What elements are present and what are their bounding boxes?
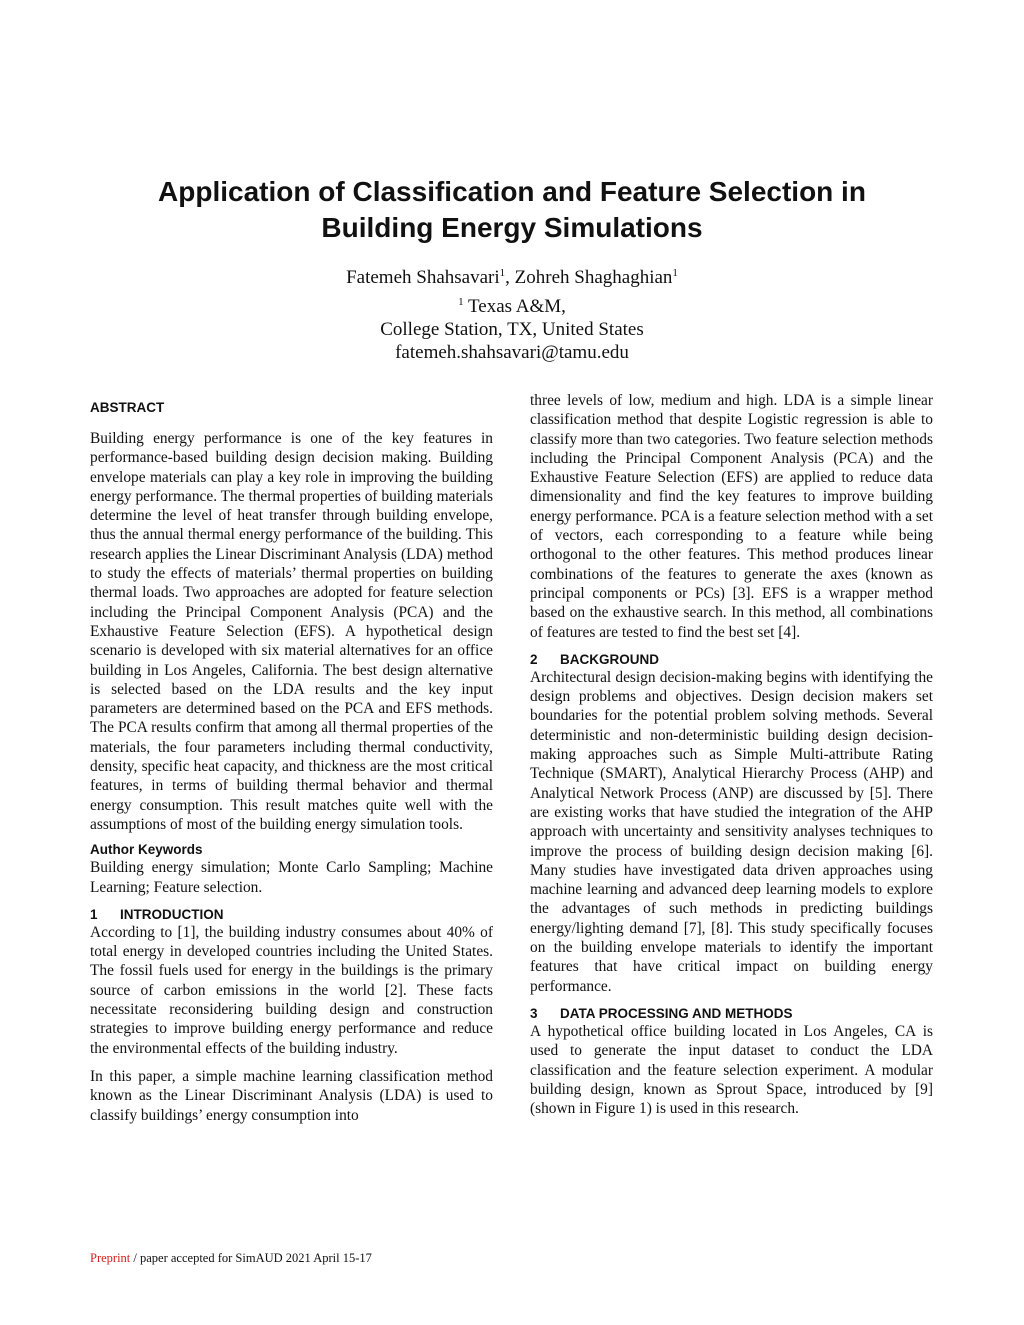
abstract-heading: ABSTRACT — [90, 400, 165, 415]
introduction-title: INTRODUCTION — [120, 906, 224, 922]
data-processing-title: DATA PROCESSING AND METHODS — [560, 1005, 793, 1021]
affiliation-superscript: 1 — [458, 296, 464, 308]
introduction-number: 1 — [90, 906, 98, 922]
data-processing-paragraph: A hypothetical office building located in Los Angeles, CA is used to generate the input dataset to conduct the LDA classification and the feature selection experiment. A modular building design, known as Sprout Space, introduced by [9] (shown in Figure 1) is used in this research. — [530, 1022, 933, 1118]
data-processing-heading — [530, 1005, 933, 1022]
author-2-superscript: 1 — [672, 267, 678, 279]
author-2: Zohreh Shaghaghian — [514, 267, 673, 288]
author-separator: , — [505, 267, 515, 288]
author-block — [0, 266, 1024, 364]
background-title: BACKGROUND — [560, 651, 659, 667]
author-1: Fatemeh Shahsavari — [346, 267, 500, 288]
keywords-text: Building energy simulation; Monte Carlo Sampling; Machine Learning; Feature selection. — [90, 859, 493, 896]
paper-title — [0, 174, 1024, 246]
left-column — [90, 392, 493, 1125]
author-email: fatemeh.shahsavari@tamu.edu — [395, 342, 629, 363]
background-heading — [530, 651, 933, 668]
author-1-superscript: 1 — [499, 267, 506, 279]
author-names — [0, 266, 1024, 289]
affiliation-name — [0, 295, 1024, 318]
introduction-paragraph-1: According to [1], the building industry consumes about 40% of total energy in developed countries including the United States. The fossil fuels used for energy in the buildings is the primary source of carbon emissions in the world [2]. These facts necessitate reconsidering building design and construction strategies to improve building energy performance and reduce the environmental effects of the building industry. — [90, 923, 493, 1057]
preprint-label: Preprint — [90, 1251, 131, 1265]
keywords-heading: Author Keywords — [90, 842, 203, 858]
affiliation-institution: Texas A&M, — [463, 296, 566, 317]
background-paragraph: Architectural design decision-making begins with identifying the design problems and objectives. Design decision makers set boundaries for the potential problem solving methods. Several deterministic and non-deterministic building design decision- making approaches such as Simple Multi-attribute Rating Technique (SMART), Analytical Hierarchy Process (AHP) and Analytical Network Process (ANP) are discussed by [5]. There are existing works that have studied the integration of the AHP approach with uncertainty and sensitivity analyses techniques to improve the process of building design decision making [6]. Many studies have investigated data driven approaches using machine learning and advanced deep learning models to explore the advantages of such methods in predicting buildings energy/lighting demand [7], [8]. This study specifically focuses on the building envelope materials to identify the important features that have critical impact on building energy performance. — [530, 668, 933, 995]
data-processing-number: 3 — [530, 1005, 538, 1021]
introduction-paragraph-2-continued: three levels of low, medium and high. LDA is a simple linear classification method that despite Logistic regression is able to classify more than two categories. Two feature selection methods including the Principal Component Analysis (PCA) and the Exhaustive Feature Selection (EFS) are applied to reduce data dimensionality and find the key features to improve building energy performance. PCA is a feature selection method with a set of vectors, each corresponding to a feature while being orthogonal to the other features. This method produces linear combinations of the features to generate the axes (known as principal components or PCs) [3]. EFS is a wrapper method based on the exhaustive search. In this method, all combinations of features are tested to find the best set [4]. — [530, 392, 933, 641]
right-column — [530, 391, 933, 1118]
introduction-heading — [90, 906, 493, 923]
background-number: 2 — [530, 651, 538, 667]
affiliation-city: College Station, TX, United States — [380, 319, 644, 340]
introduction-paragraph-2: In this paper, a simple machine learning classification method known as the Linear Discriminant Analysis (LDA) is used to classify buildings’ energy consumption into — [90, 1067, 493, 1124]
abstract-text: Building energy performance is one of the key features in performance-based building design decision making. Building envelope materials can play a key role in improving the building energy performance. The thermal properties of building materials determine the level of heat transfer through building envelope, thus the annual thermal energy performance of the building. This research applies the Linear Discriminant Analysis (LDA) method to study the effects of materials’ thermal properties on building thermal loads. Two approaches are adopted for feature selection including the Principal Component Analysis (PCA) and the Exhaustive Feature Selection (EFS). A hypothetical design scenario is developed with six material alternatives for an office building in Los Angeles, California. The best design alternative is selected based on the LDA results and the key input parameters are determined based on the PCA and EFS methods. The PCA results confirm that among all thermal properties of the materials, the four parameters including thermal conductivity, density, specific heat capacity, and thickness are the most critical features, in terms of building thermal behavior and thermal energy consumption. This result matches quite well with the assumptions of most of the building energy simulation tools. — [90, 430, 493, 833]
page-footer — [90, 1251, 372, 1266]
footer-text: / paper accepted for SimAUD 2021 April 15-17 — [130, 1251, 372, 1265]
title-line-1: Application of Classification and Feature Selection in — [158, 176, 866, 207]
title-line-2: Building Energy Simulations — [321, 212, 703, 243]
